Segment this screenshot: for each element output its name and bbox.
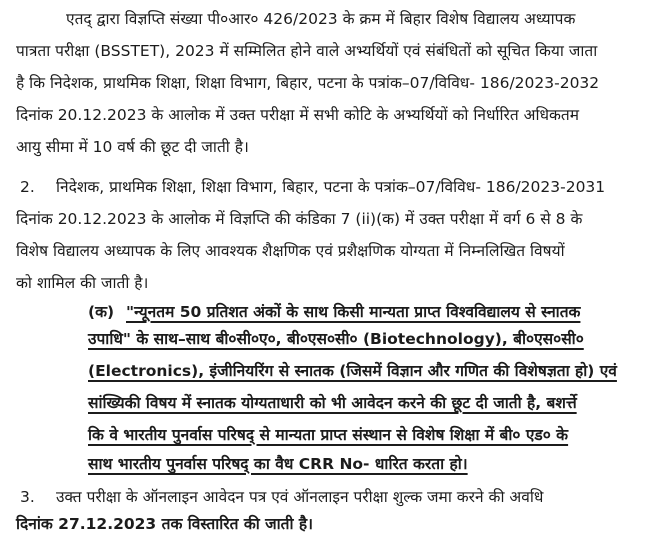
para1-line: आयु सीमा में 10 वर्ष की छूट दी जाती है। — [16, 138, 249, 156]
para3-number: 3. — [20, 488, 35, 506]
para2-line: को शामिल की जाती है। — [16, 274, 149, 292]
sub-item-line: (Electronics), इंजीनियरिंग से स्नातक (जिसमें विज्ञान और गणित की विशेषज्ञता हो) एवं — [88, 362, 617, 380]
para2-number: 2. — [20, 178, 35, 196]
para3-first-line — [20, 485, 543, 511]
sub-item-line: सांख्यिकी विषय में स्नातक योग्यताधारी को भी आवेदन करने की छूट दी जाती है, बशर्त्ते — [88, 394, 577, 412]
sub-item-first-line — [88, 300, 580, 326]
para3-line: उक्त परीक्षा के ऑनलाइन आवेदन पत्र एवं ऑनलाइन परीक्षा शुल्क जमा करने की अवधि — [56, 488, 544, 506]
para1-line: पात्रता परीक्षा (BSSTET), 2023 में सम्मिलित होने वाले अभ्यर्थियों एवं संबंधितों को सूचित किया जाता — [16, 42, 598, 60]
para2-line: निदेशक, प्राथमिक शिक्षा, शिक्षा विभाग, बिहार, पटना के पत्रांक–07/विविध- 186/2023-2031 — [56, 178, 606, 196]
para2-first-line — [20, 175, 605, 201]
para3-line: दिनांक 27.12.2023 तक विस्तारित की जाती है। — [16, 515, 314, 533]
sub-item-line: कि वे भारतीय पुनर्वास परिषद् से मान्यता प्राप्त संस्थान से विशेष शिक्षा में बी० एड० के — [88, 426, 569, 444]
sub-item-line: "न्यूनतम 50 प्रतिशत अंकों के साथ किसी मान्यता प्राप्त विश्वविद्यालय से स्नातक — [126, 303, 581, 321]
para1-line: दिनांक 20.12.2023 के आलोक में उक्त परीक्षा में सभी कोटि के अभ्यर्थियों को निर्धारित अधिकतम — [16, 106, 580, 124]
para1-line: एतद् द्वारा विज्ञप्ति संख्या पी०आर० 426/2023 के क्रम में बिहार विशेष विद्यालय अध्यापक — [66, 10, 576, 28]
para1-line: है कि निदेशक, प्राथमिक शिक्षा, शिक्षा विभाग, बिहार, पटना के पत्रांक–07/विविध- 186/2023-2032 — [16, 74, 600, 92]
para2-line: विशेष विद्यालय अध्यापक के लिए आवश्यक शैक्षणिक एवं प्रशैक्षणिक योग्यता में निम्नलिखित विषयों — [16, 242, 565, 260]
sub-item-label: (क) — [88, 303, 115, 321]
sub-item-line: उपाधि" के साथ–साथ बी०सी०ए०, बी०एस०सी० (Biotechnology), बी०एस०सी० — [88, 330, 584, 348]
sub-item-line: साथ भारतीय पुनर्वास परिषद् का वैध CRR No- धारित करता हो। — [88, 455, 468, 473]
para2-line: दिनांक 20.12.2023 के आलोक में विज्ञप्ति की कंडिका 7 (ii)(क) में उक्त परीक्षा में वर्ग 6 से 8 के — [16, 210, 583, 228]
